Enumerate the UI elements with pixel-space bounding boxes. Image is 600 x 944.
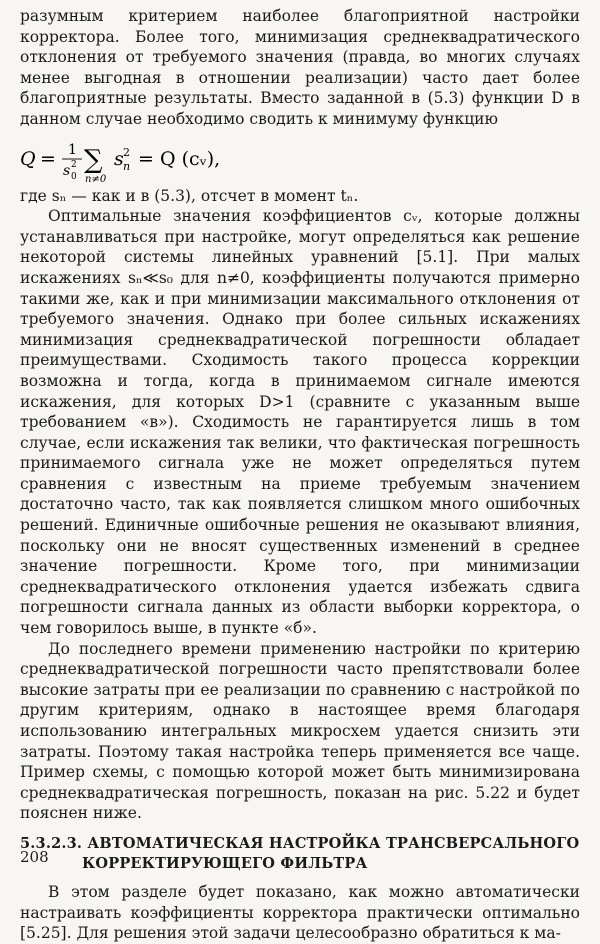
- paragraph-optimal: Оптимальные значения коэффициентов cᵥ, которые должны устанавливаться при настройке, могут определяться как решение некоторой системы линейных уравнений [5.1]. При малых искажениях sₙ≪s₀ для n≠0, коэффициенты получаются примерно такими же, как и при минимизации максимального отклонения от требуемого значения. Однако при более сильных искажениях минимизация среднеквадратической погрешности обладает преимуществами. Сходимость такого процесса коррекции возможна и тогда, когда в принимаемом сигнале имеются искажения, для которых D>1 (сравните с указанным выше требованием «в»). Сходимость не гарантируется лишь в том случае, если искажения так велики, что фактическая погрешность принимаемого сигнала уже не может определяться путем сравнения с известным на приеме требуемым значением достаточно часто, так как появляется слишком много ошибочных решений. Единичные ошибочные решения не оказывают влияния, поскольку они не вносят существенных изменений в среднее значение погрешности. Кроме того, при минимизации среднеквадратического отклонения удается избежать сдвига погрешности сигнала данных из области выборки корректора, о чем говорилось выше, в пункте «б».: [20, 207, 580, 638]
- section-heading: [20, 834, 580, 874]
- section-title-line1: АВТОМАТИЧЕСКАЯ НАСТРОЙКА ТРАНСВЕРСАЛЬНОГО: [87, 834, 580, 852]
- formula-den-sub: 0: [71, 171, 77, 182]
- formula-term: s: [114, 147, 124, 170]
- section-title-line2: КОРРЕКТИРУЮЩЕГО ФИЛЬТРА: [82, 854, 368, 872]
- formula-numerator: 1: [68, 141, 77, 158]
- paragraph-where: где sₙ — как и в (5.3), отсчет в момент tₙ.: [20, 186, 359, 205]
- formula-eq1: =: [40, 147, 56, 170]
- formula-sum-sub: n≠0: [85, 173, 107, 184]
- formula-eq2: = Q (cᵥ),: [138, 147, 221, 170]
- formula-term-sub: n: [123, 159, 131, 173]
- formula-term-sup: 2: [123, 145, 130, 159]
- formula-lhs: Q: [20, 147, 36, 170]
- formula-denominator: s: [63, 162, 71, 179]
- formula-sum: ∑: [84, 144, 103, 175]
- paragraph-section-intro: В этом разделе будет показано, как можно автоматически настраивать коэффициенты корректора практически оптимально [5.25]. Для решения этой задачи целесообразно обратиться к ма-: [20, 882, 580, 943]
- paragraph-intro: разумным критерием наиболее благоприятной настройки корректора. Более того, минимизация среднеквадратического отклонения от требуемого значения (правда, во многих случаях менее выгодная в отношении реализации) часто дает более благоприятные результаты. Вместо заданной в (5.3) функции D в данном случае необходимо сводить к минимуму функцию: [20, 7, 580, 128]
- paragraph-until-recently: До последнего времени применению настройки по критерию среднеквадратической погрешности часто препятствовали более высокие затраты при ее реализации по сравнению с настройкой по другим критериям, однако в настоящее время благодаря использованию интегральных микросхем удается снизить эти затраты. Поэтому такая настройка теперь применяется все чаще. Пример схемы, с помощью которой может быть минимизирована среднеквадратическая погрешность, показан на рис. 5.22 и будет пояснен ниже.: [20, 639, 580, 823]
- formula-svg: [20, 134, 320, 184]
- formula-den-sup: 2: [71, 159, 77, 170]
- formula-q: [20, 134, 580, 184]
- section-number: 5.3.2.3.: [20, 834, 83, 852]
- page-number: 208: [20, 848, 49, 866]
